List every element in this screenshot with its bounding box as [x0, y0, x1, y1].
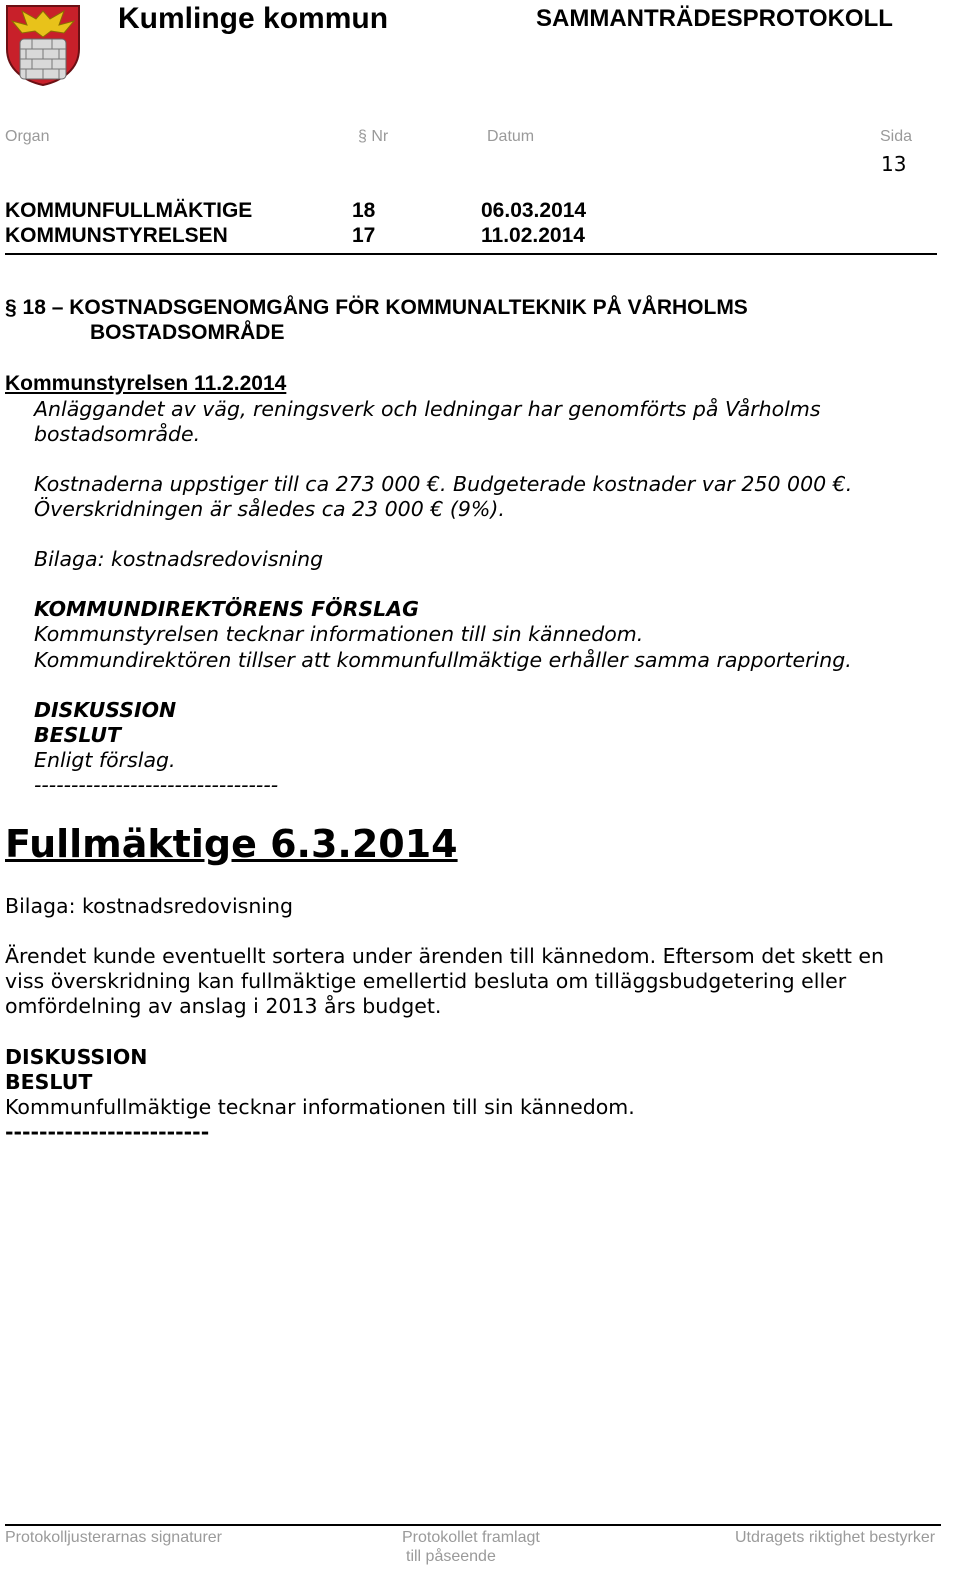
page-number: 13 — [881, 152, 907, 176]
proposal-heading: KOMMUNDIREKTÖRENS FÖRSLAG — [34, 597, 419, 621]
nr-kommunstyrelsen: 17 — [352, 224, 376, 247]
ks-cost-line: Kostnaderna uppstiger till ca 273 000 €. Budgeterade kostnader var 250 000 €. — [34, 472, 853, 496]
document-type: SAMMANTRÄDESPROTOKOLL — [536, 5, 893, 32]
organ-kommunstyrelsen: KOMMUNSTYRELSEN — [5, 224, 228, 247]
section-title: § 18 – KOSTNADSGENOMGÅNG FÖR KOMMUNALTEKNIK PÅ VÅRHOLMS — [5, 296, 748, 319]
proposal-line: Kommunstyrelsen tecknar informationen till sin kännedom. — [34, 622, 644, 646]
kf-separator: ------------------------ — [5, 1120, 210, 1144]
kf-decision-text: Kommunfullmäktige tecknar informationen till sin kännedom. — [5, 1095, 635, 1119]
kf-paragraph-line: viss överskridning kan fullmäktige emellertid besluta om tilläggsbudgetering eller — [5, 969, 847, 993]
ks-separator: --------------------------------- — [34, 773, 279, 797]
organ-kommunfullmaktige: KOMMUNFULLMÄKTIGE — [5, 199, 253, 222]
section-title-continued: BOSTADSOMRÅDE — [90, 321, 285, 344]
ks-cost-line: Överskridningen är således ca 23 000 € (9%). — [34, 497, 505, 521]
footer-divider — [5, 1524, 941, 1526]
fullmaktige-heading: Fullmäktige 6.3.2014 — [5, 822, 458, 866]
ks-paragraph-line: bostadsområde. — [34, 422, 201, 446]
ks-discussion-heading: DISKUSSION — [34, 698, 177, 722]
column-label-sida: Sida — [880, 128, 913, 145]
kf-paragraph-line: Ärendet kunde eventuellt sortera under ärenden till kännedom. Eftersom det skett en — [5, 944, 885, 968]
proposal-line: Kommundirektören tillser att kommunfullmäktige erhåller samma rapportering. — [34, 648, 852, 672]
kf-decision-heading: BESLUT — [5, 1070, 93, 1094]
kommunstyrelsen-heading: Kommunstyrelsen 11.2.2014 — [5, 372, 287, 395]
ks-decision-text: Enligt förslag. — [34, 748, 176, 772]
coat-of-arms-logo — [4, 3, 82, 87]
column-label-datum: Datum — [487, 128, 535, 145]
ks-attachment: Bilaga: kostnadsredovisning — [34, 547, 324, 571]
footer-signatures: Protokolljusterarnas signaturer — [5, 1529, 222, 1546]
footer-posted-continued: till påseende — [406, 1548, 496, 1565]
datum-kommunstyrelsen: 11.02.2014 — [481, 224, 585, 247]
kf-attachment: Bilaga: kostnadsredovisning — [5, 894, 294, 918]
ks-paragraph-line: Anläggandet av väg, reningsverk och ledningar har genomförts på Vårholms — [34, 397, 821, 421]
ks-decision-heading: BESLUT — [34, 723, 121, 747]
footer-posted: Protokollet framlagt — [402, 1529, 540, 1546]
kf-paragraph-line: omfördelning av anslag i 2013 års budget. — [5, 994, 442, 1018]
column-label-organ: Organ — [5, 128, 50, 145]
column-label-nr: § Nr — [358, 128, 389, 145]
kf-discussion-heading: DISKUSSION — [5, 1045, 148, 1069]
footer-certified: Utdragets riktighet bestyrker — [735, 1529, 936, 1546]
datum-kommunfullmaktige: 06.03.2014 — [481, 199, 587, 222]
municipality-name: Kumlinge kommun — [118, 2, 389, 35]
header-divider — [5, 253, 937, 255]
nr-kommunfullmaktige: 18 — [352, 199, 376, 222]
